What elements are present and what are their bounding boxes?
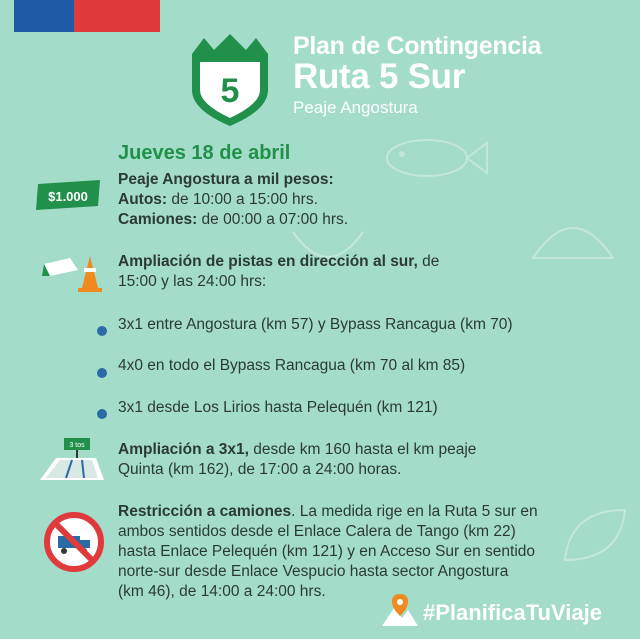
restriction-line3: hasta Enlace Pelequén (km 121) y en Acceso Sur en sentido — [118, 543, 536, 560]
expansion-line2: Quinta (km 162), de 17:00 a 24:00 horas. — [118, 461, 402, 478]
bullet-3 — [97, 409, 107, 419]
no-trucks-icon — [44, 512, 104, 572]
toll-camiones: Camiones: de 00:00 a 07:00 hrs. — [118, 211, 349, 228]
restriction-line4: norte-sur desde Enlace Vespucio hasta sector Angostura — [118, 563, 509, 580]
flag-blue-stripe — [14, 0, 74, 32]
restriction-line2: ambos sentidos desde el Enlace Calera de Tango (km 22) — [118, 523, 516, 540]
restriction-line5: (km 46), de 14:00 a 24:00 hrs. — [118, 583, 326, 600]
fish-decoration-icon — [372, 128, 492, 188]
expansion-line1: Ampliación a 3x1, desde km 160 hasta el km peaje — [118, 441, 477, 458]
toll-autos: Autos: de 10:00 a 15:00 hrs. — [118, 191, 318, 208]
lanes-heading: Ampliación de pistas en dirección al sur, de — [118, 253, 440, 270]
route-5-shield-icon — [184, 32, 276, 128]
money-bill-icon — [34, 180, 102, 210]
toll-heading: Peaje Angostura a mil pesos: — [118, 171, 334, 188]
shield-number: 5 — [220, 72, 240, 110]
highway-lanes-icon — [36, 436, 106, 482]
price-badge: $1.000 — [48, 189, 88, 204]
bullet-1 — [97, 326, 107, 336]
leaf-decoration-icon — [560, 505, 630, 565]
lanes-item-2: 4x0 en todo el Bypass Rancagua (km 70 al km 85) — [118, 357, 466, 374]
restriction-line1: Restricción a camiones. La medida rige en la Ruta 5 sur en — [118, 503, 538, 520]
bullet-2 — [97, 368, 107, 378]
header-title-line2: Ruta 5 Sur — [293, 57, 466, 96]
highway-sign-label: 3 tos — [69, 442, 85, 449]
header-title-line1: Plan de Contingencia — [293, 32, 542, 60]
lanes-item-3: 3x1 desde Los Lirios hasta Pelequén (km 121) — [118, 399, 438, 416]
location-mountain-icon — [380, 592, 420, 628]
lanes-item-1: 3x1 entre Angostura (km 57) y Bypass Rancagua (km 70) — [118, 316, 513, 333]
date-heading: Jueves 18 de abril — [118, 142, 291, 164]
flag-red-stripe — [74, 0, 160, 32]
empanada-decoration-icon — [528, 208, 618, 268]
lanes-time: 15:00 y las 24:00 hrs: — [118, 273, 267, 290]
header-subtitle: Peaje Angostura — [293, 98, 418, 117]
hashtag: #PlanificaTuViaje — [423, 600, 602, 625]
traffic-cone-icon — [40, 248, 106, 294]
